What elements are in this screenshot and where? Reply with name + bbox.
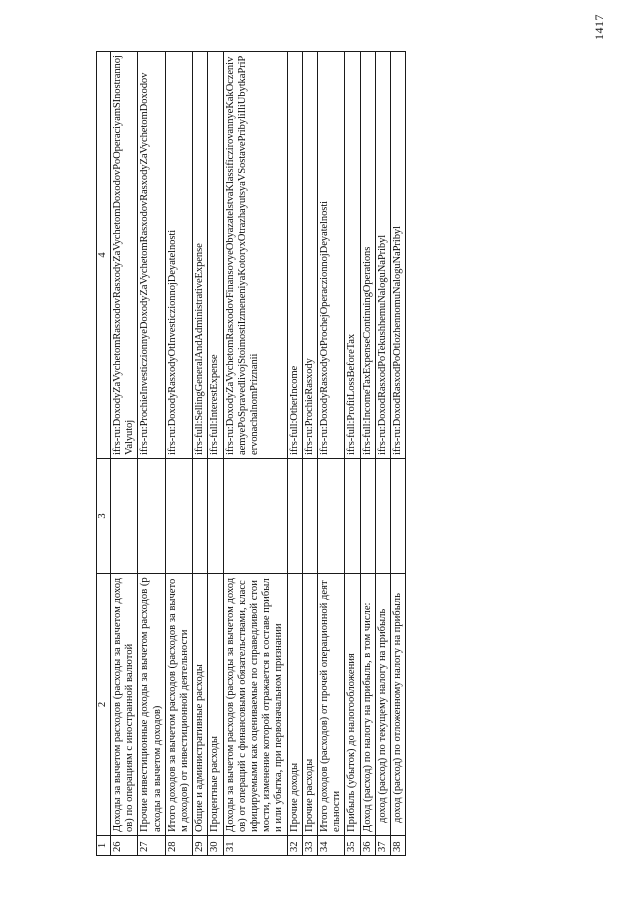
rotated-document-page [4,14,640,870]
row-indicator-name: Прибыль (убыток) до налогообложения [345,574,360,836]
row-indicator-name: Доход (расход) по налогу на прибыль, в том числе: [360,574,375,836]
table-row [287,52,302,856]
row-column-3 [223,459,287,574]
table-row [193,52,208,856]
row-column-3 [111,459,138,574]
table-row [360,52,375,856]
table-row [302,52,317,856]
row-number: 36 [360,836,375,856]
table-header-row [97,52,111,856]
column-header-4: 4 [97,52,111,459]
column-header-3: 3 [97,459,111,574]
row-column-3 [391,459,406,574]
row-indicator-name: доход (расход) по отложенному налогу на прибыль [391,574,406,836]
table-row [138,52,165,856]
row-indicator-name: Доходы за вычетом расходов (расходы за вычетом доходов) по операциям с иностранной валютой [111,574,138,836]
table-row [375,52,390,856]
row-indicator-name: Итого доходов за вычетом расходов (расходов за вычетом доходов) от инвестиционной деятельности [165,574,192,836]
row-taxonomy-code: ifrs-ru:DoxodRasxodPoOtlozhennomuNaloguNaPribyl [391,52,406,459]
row-number: 29 [193,836,208,856]
row-number: 30 [208,836,223,856]
row-number: 28 [165,836,192,856]
column-header-1: 1 [97,836,111,856]
xbrl-taxonomy-table [96,51,406,856]
row-number: 35 [345,836,360,856]
row-column-3 [165,459,192,574]
table-row [165,52,192,856]
row-column-3 [193,459,208,574]
row-taxonomy-code: ifrs-ru:DoxodyZaVychetomRasxodovFinansovyeObyazatelstvaKlassificzirovannyeKakOczenivaemyePoSpravedlivojStoimostiIzmeneniyaKotoryxOtrazhayutsyaVSostavePribyliIliUbytkaPriPervonachalnomPriznanii [223,52,287,459]
table-row [318,52,345,856]
table-row [208,52,223,856]
row-indicator-name: Прочие расходы [302,574,317,836]
row-number: 38 [391,836,406,856]
row-indicator-name: доход (расход) по текущему налогу на прибыль [375,574,390,836]
row-column-3 [138,459,165,574]
row-taxonomy-code: ifrs-ru:DoxodyRasxodyOtProchejOperaczionnojDeyatelnosti [318,52,345,459]
row-taxonomy-code: ifrs-ru:DoxodyRasxodyOtInvesticzionnojDeyatelnosti [165,52,192,459]
page-number: 1417 [592,14,606,40]
row-column-3 [360,459,375,574]
row-column-3 [302,459,317,574]
row-indicator-name: Прочие доходы [287,574,302,836]
table-row [111,52,138,856]
row-taxonomy-code: ifrs-full:OtherIncome [287,52,302,459]
row-taxonomy-code: ifrs-ru:DoxodRasxodPoTekushhemuNaloguNaPribyl [375,52,390,459]
table-row [391,52,406,856]
row-taxonomy-code: ifrs-ru:DoxodyZaVychetomRasxodovRasxodyZaVychetomDoxodovPoOperaciyamSInostrannojValyutoj [111,52,138,459]
row-column-3 [375,459,390,574]
row-indicator-name: Доходы за вычетом расходов (расходы за вычетом доходов) от операций с финансовыми обязательствами, классифицируемыми как оцениваемые по справедливой стоимости, изменение которой отражается в составе прибыли или убытка, при первоначальном признании [223,574,287,836]
row-number: 33 [302,836,317,856]
row-column-3 [208,459,223,574]
row-number: 34 [318,836,345,856]
row-number: 32 [287,836,302,856]
table-body [111,52,406,856]
table-row [345,52,360,856]
table-row [223,52,287,856]
row-taxonomy-code: ifrs-ru:ProchieInvesticzionnyeDoxodyZaVychetomRasxodovRasxodyZaVychetomDoxodov [138,52,165,459]
row-number: 26 [111,836,138,856]
row-number: 27 [138,836,165,856]
row-indicator-name: Прочие инвестиционные доходы за вычетом расходов (расходы за вычетом доходов) [138,574,165,836]
row-taxonomy-code: ifrs-ru:ProchieRasxody [302,52,317,459]
row-number: 31 [223,836,287,856]
row-taxonomy-code: ifrs-full:InterestExpense [208,52,223,459]
row-column-3 [318,459,345,574]
column-header-2: 2 [97,574,111,836]
row-column-3 [287,459,302,574]
row-number: 37 [375,836,390,856]
row-taxonomy-code: ifrs-full:SellingGeneralAndAdministrativeExpense [193,52,208,459]
row-taxonomy-code: ifrs-full:IncomeTaxExpenseContinuingOperations [360,52,375,459]
row-column-3 [345,459,360,574]
row-taxonomy-code: ifrs-full:ProfitLossBeforeTax [345,52,360,459]
row-indicator-name: Общие и административные расходы [193,574,208,836]
row-indicator-name: Процентные расходы [208,574,223,836]
row-indicator-name: Итого доходов (расходов) от прочей операционной деятельности [318,574,345,836]
